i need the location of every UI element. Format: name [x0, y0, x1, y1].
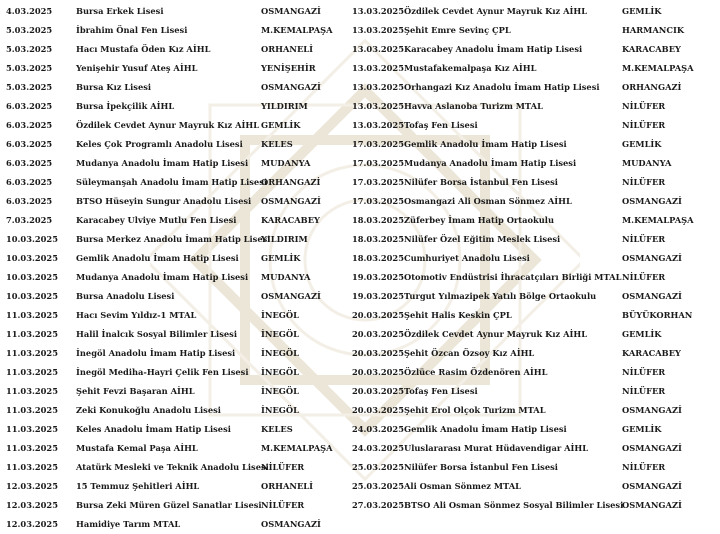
school-cell: Bursa Kız Lisesi	[76, 82, 152, 92]
date-cell: 13.03.2025	[352, 6, 404, 16]
district-cell: M.KEMALPAŞA	[261, 443, 333, 453]
school-cell: Nilüfer Borsa İstanbul Fen Lisesi	[404, 177, 558, 187]
school-cell: Şehit Erol Olçok Turizm MTAL	[404, 405, 546, 415]
district-cell: NİLÜFER	[261, 462, 305, 472]
district-cell: KARACABEY	[261, 215, 320, 225]
date-cell: 13.03.2025	[352, 25, 404, 35]
district-cell: OSMANGAZİ	[261, 196, 321, 206]
school-cell: Halil İnalcık Sosyal Bilimler Lisesi	[76, 329, 237, 339]
school-cell: Özlüce Rasim Özdenören AİHL	[404, 367, 548, 377]
school-cell: Şehit Özcan Özsoy Kız AİHL	[404, 348, 535, 358]
district-cell: İNEGÖL	[261, 405, 299, 415]
date-cell: 11.03.2025	[6, 367, 58, 377]
school-cell: Özdilek Cevdet Aynur Mayruk Kız AİHL	[404, 6, 588, 16]
district-cell: ORHANELİ	[261, 481, 314, 491]
school-cell: Hacı Sevim Yıldız-1 MTAL	[76, 310, 197, 320]
school-cell: Mudanya Anadolu İmam Hatip Lisesi	[76, 158, 249, 168]
school-cell: 15 Temmuz Şehitleri AİHL	[76, 481, 200, 491]
district-cell: KELES	[261, 139, 293, 149]
district-cell: GEMLİK	[622, 6, 662, 16]
school-cell: Osmangazi Ali Osman Sönmez AİHL	[404, 196, 572, 206]
date-cell: 11.03.2025	[6, 424, 58, 434]
date-cell: 19.03.2025	[352, 291, 404, 301]
district-cell: MUDANYA	[261, 272, 311, 282]
date-cell: 17.03.2025	[352, 158, 404, 168]
district-cell: OSMANGAZİ	[622, 500, 682, 510]
school-cell: Özdilek Cevdet Aynur Mayruk Kız AİHL	[76, 120, 260, 130]
district-cell: İNEGÖL	[261, 329, 299, 339]
district-cell: KARACABEY	[622, 348, 681, 358]
district-cell: NİLÜFER	[622, 462, 666, 472]
date-cell: 25.03.2025	[352, 481, 404, 491]
school-cell: Keles Çok Programlı Anadolu Lisesi	[76, 139, 243, 149]
date-cell: 10.03.2025	[6, 272, 58, 282]
date-cell: 17.03.2025	[352, 177, 404, 187]
school-cell: Karacabey Ulviye Mutlu Fen Lisesi	[76, 215, 237, 225]
district-cell: OSMANGAZİ	[261, 519, 321, 529]
date-cell: 13.03.2025	[352, 120, 404, 130]
district-cell: OSMANGAZİ	[261, 291, 321, 301]
school-cell: Nilüfer Özel Eğitim Meslek Lisesi	[404, 234, 561, 244]
district-cell: ORHANGAZİ	[261, 177, 321, 187]
district-cell: NİLÜFER	[622, 177, 666, 187]
district-cell: GEMLİK	[261, 253, 301, 263]
school-cell: Mustafa Kemal Paşa AİHL	[76, 443, 198, 453]
school-cell: Karacabey Anadolu İmam Hatip Lisesi	[404, 44, 583, 54]
date-cell: 25.03.2025	[352, 462, 404, 472]
date-cell: 6.03.2025	[6, 196, 53, 206]
district-cell: YENİŞEHİR	[261, 63, 316, 73]
date-cell: 17.03.2025	[352, 139, 404, 149]
district-cell: NİLÜFER	[622, 101, 666, 111]
district-cell: OSMANGAZİ	[622, 196, 682, 206]
school-cell: Gemlik Anadolu İmam Hatip Lisesi	[404, 424, 567, 434]
school-cell: Orhangazi Kız Anadolu İmam Hatip Lisesi	[404, 82, 600, 92]
date-cell: 18.03.2025	[352, 215, 404, 225]
date-cell: 11.03.2025	[6, 405, 58, 415]
date-cell: 7.03.2025	[6, 215, 53, 225]
school-cell: Turgut Yılmazipek Yatılı Bölge Ortaokulu	[404, 291, 597, 301]
district-cell: KARACABEY	[622, 44, 681, 54]
date-cell: 5.03.2025	[6, 25, 53, 35]
date-cell: 11.03.2025	[6, 348, 58, 358]
school-cell: Tofaş Fen Lisesi	[404, 386, 478, 396]
district-cell: NİLÜFER	[622, 120, 666, 130]
district-cell: YILDIRIM	[261, 234, 308, 244]
date-cell: 5.03.2025	[6, 82, 53, 92]
date-cell: 20.03.2025	[352, 367, 404, 377]
date-cell: 13.03.2025	[352, 101, 404, 111]
district-cell: NİLÜFER	[622, 234, 666, 244]
date-cell: 20.03.2025	[352, 405, 404, 415]
district-cell: OSMANGAZİ	[261, 6, 321, 16]
date-cell: 18.03.2025	[352, 253, 404, 263]
district-cell: MUDANYA	[622, 158, 672, 168]
district-cell: KELES	[261, 424, 293, 434]
school-cell: Otomotiv Endüstrisi İhracatçıları Birliği MTAL	[404, 272, 622, 282]
district-cell: M.KEMALPAŞA	[622, 63, 694, 73]
district-cell: NİLÜFER	[261, 500, 305, 510]
school-cell: Hacı Mustafa Öden Kız AİHL	[76, 44, 211, 54]
district-cell: M.KEMALPAŞA	[622, 215, 694, 225]
school-cell: Bursa Anadolu Lisesi	[76, 291, 175, 301]
date-cell: 11.03.2025	[6, 310, 58, 320]
school-cell: Bursa Zeki Müren Güzel Sanatlar Lisesi	[76, 500, 262, 510]
district-cell: NİLÜFER	[622, 367, 666, 377]
date-cell: 27.03.2025	[352, 500, 404, 510]
district-cell: GEMLİK	[622, 329, 662, 339]
date-cell: 12.03.2025	[6, 481, 58, 491]
date-cell: 13.03.2025	[352, 63, 404, 73]
district-cell: YILDIRIM	[261, 101, 308, 111]
district-cell: OSMANGAZİ	[622, 291, 682, 301]
school-cell: İbrahim Önal Fen Lisesi	[76, 25, 188, 35]
district-cell: OSMANGAZİ	[622, 253, 682, 263]
district-cell: GEMLİK	[622, 139, 662, 149]
school-cell: Yenişehir Yusuf Ateş AİHL	[76, 63, 198, 73]
school-cell: Zeki Konukoğlu Anadolu Lisesi	[76, 405, 221, 415]
date-cell: 20.03.2025	[352, 310, 404, 320]
date-cell: 24.03.2025	[352, 443, 404, 453]
school-cell: BTSO Hüseyin Sungur Anadolu Lisesi	[76, 196, 252, 206]
school-cell: Gemlik Anadolu İmam Hatip Lisesi	[76, 253, 239, 263]
date-cell: 13.03.2025	[352, 44, 404, 54]
school-cell: Ali Osman Sönmez MTAL	[404, 481, 521, 491]
date-cell: 11.03.2025	[6, 462, 58, 472]
date-cell: 6.03.2025	[6, 101, 53, 111]
district-cell: ORHANELİ	[261, 44, 314, 54]
school-cell: Mudanya Anadolu İmam Hatip Lisesi	[76, 272, 249, 282]
district-cell: BÜYÜKORHAN	[622, 310, 693, 320]
date-cell: 4.03.2025	[6, 6, 53, 16]
date-cell: 19.03.2025	[352, 272, 404, 282]
school-cell: Mudanya Anadolu İmam Hatip Lisesi	[404, 158, 577, 168]
school-cell: İnegöl Anadolu İmam Hatip Lisesi	[76, 348, 236, 358]
district-cell: MUDANYA	[261, 158, 311, 168]
date-cell: 20.03.2025	[352, 348, 404, 358]
school-cell: Özdilek Cevdet Aynur Mayruk Kız AİHL	[404, 329, 588, 339]
school-cell: Gemlik Anadolu İmam Hatip Lisesi	[404, 139, 567, 149]
date-cell: 10.03.2025	[6, 291, 58, 301]
date-cell: 13.03.2025	[352, 82, 404, 92]
date-cell: 20.03.2025	[352, 386, 404, 396]
district-cell: İNEGÖL	[261, 386, 299, 396]
district-cell: OSMANGAZİ	[261, 82, 321, 92]
date-cell: 11.03.2025	[6, 329, 58, 339]
district-cell: İNEGÖL	[261, 367, 299, 377]
date-cell: 6.03.2025	[6, 177, 53, 187]
school-cell: İnegöl Mediha-Hayri Çelik Fen Lisesi	[76, 367, 249, 377]
school-cell: BTSO Ali Osman Sönmez Sosyal Bilimler Lisesi	[404, 500, 624, 510]
district-cell: OSMANGAZİ	[622, 405, 682, 415]
date-cell: 11.03.2025	[6, 386, 58, 396]
district-cell: NİLÜFER	[622, 272, 666, 282]
school-cell: Keles Anadolu İmam Hatip Lisesi	[76, 424, 231, 434]
district-cell: OSMANGAZİ	[622, 443, 682, 453]
district-cell: OSMANGAZİ	[622, 481, 682, 491]
school-cell: Bursa Erkek Lisesi	[76, 6, 164, 16]
date-cell: 12.03.2025	[6, 500, 58, 510]
school-cell: Nilüfer Borsa İstanbul Fen Lisesi	[404, 462, 558, 472]
school-cell: Bursa Merkez Anadolu İmam Hatip Lisesi	[76, 234, 271, 244]
school-cell: Havva Aslanoba Turizm MTAL	[404, 101, 543, 111]
school-cell: Süleymanşah Anadolu İmam Hatip Lisesi	[76, 177, 268, 187]
district-cell: M.KEMALPAŞA	[261, 25, 333, 35]
school-cell: Cumhuriyet Anadolu Lisesi	[404, 253, 530, 263]
date-cell: 24.03.2025	[352, 424, 404, 434]
school-cell: Mustafakemalpaşa Kız AİHL	[404, 63, 537, 73]
date-cell: 6.03.2025	[6, 139, 53, 149]
school-cell: Tofaş Fen Lisesi	[404, 120, 478, 130]
date-cell: 5.03.2025	[6, 44, 53, 54]
date-cell: 18.03.2025	[352, 234, 404, 244]
date-cell: 6.03.2025	[6, 120, 53, 130]
school-cell: Şehit Halis Keskin ÇPL	[404, 310, 512, 320]
district-cell: GEMLİK	[261, 120, 301, 130]
district-cell: HARMANCIK	[622, 25, 685, 35]
district-cell: İNEGÖL	[261, 310, 299, 320]
school-cell: Hamidiye Tarım MTAL	[76, 519, 181, 529]
date-cell: 6.03.2025	[6, 158, 53, 168]
school-cell: Uluslararası Murat Hüdavendigar AİHL	[404, 443, 589, 453]
school-cell: Züferbey İmam Hatip Ortaokulu	[404, 215, 554, 225]
date-cell: 17.03.2025	[352, 196, 404, 206]
district-cell: ORHANGAZİ	[622, 82, 682, 92]
school-cell: Bursa İpekçilik AİHL	[76, 101, 175, 111]
date-cell: 5.03.2025	[6, 63, 53, 73]
date-cell: 20.03.2025	[352, 329, 404, 339]
date-cell: 12.03.2025	[6, 519, 58, 529]
date-cell: 11.03.2025	[6, 443, 58, 453]
school-cell: Şehit Emre Sevinç ÇPL	[404, 25, 511, 35]
district-cell: NİLÜFER	[622, 386, 666, 396]
district-cell: İNEGÖL	[261, 348, 299, 358]
date-cell: 10.03.2025	[6, 234, 58, 244]
date-cell: 10.03.2025	[6, 253, 58, 263]
school-cell: Atatürk Mesleki ve Teknik Anadolu Lisesi	[76, 462, 269, 472]
district-cell: GEMLİK	[622, 424, 662, 434]
school-cell: Şehit Fevzi Başaran AİHL	[76, 386, 195, 396]
